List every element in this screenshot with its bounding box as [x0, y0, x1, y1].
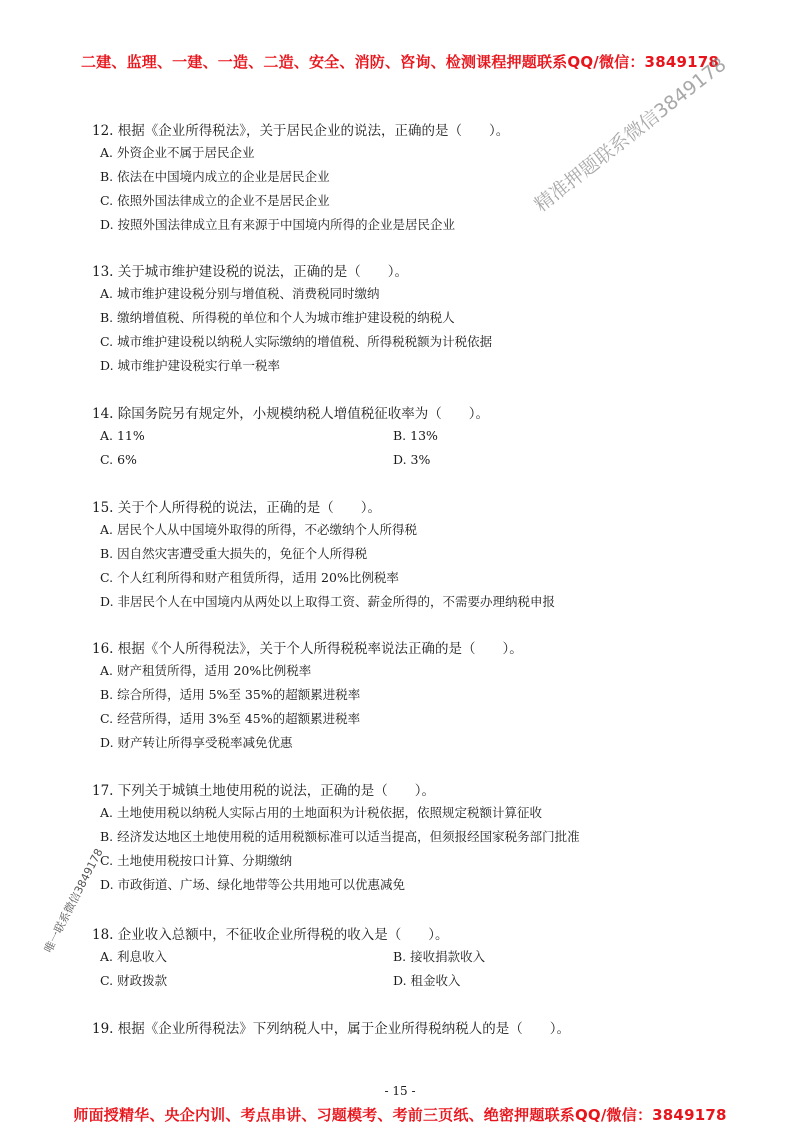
option-c: C. 土地使用税按口计算、分期缴纳	[100, 853, 293, 868]
option-list	[92, 659, 732, 755]
option-a: A. 11%	[100, 428, 145, 443]
option-a: A. 居民个人从中国境外取得的所得，不必缴纳个人所得税	[100, 522, 417, 537]
question-14	[92, 404, 732, 472]
option-list	[92, 801, 732, 897]
question-15	[92, 498, 732, 614]
watermark-left: 唯一联系微信3849178	[41, 846, 106, 955]
option-c: C. 经营所得，适用 3%至 45%的超额累进税率	[100, 711, 361, 726]
option-b: B. 13%	[393, 428, 438, 443]
question-stem: 18. 企业收入总额中，不征收企业所得税的收入是（ ）。	[92, 927, 449, 943]
option-c: C. 6%	[100, 452, 137, 467]
option-c: C. 个人红利所得和财产租赁所得，适用 20%比例税率	[100, 570, 399, 585]
question-stem: 17. 下列关于城镇土地使用税的说法，正确的是（ ）。	[92, 783, 436, 799]
option-list	[92, 282, 732, 378]
option-a: A. 财产租赁所得，适用 20%比例税率	[100, 663, 312, 678]
page-number: - 15 -	[384, 1084, 416, 1098]
option-d: D. 租金收入	[393, 973, 461, 988]
question-17	[92, 781, 732, 897]
question-13	[92, 262, 732, 378]
header-banner: 二建、监理、一建、一造、二造、安全、消防、咨询、检测课程押题联系QQ/微信：3849178	[80, 53, 720, 71]
question-stem: 19. 根据《企业所得税法》下列纳税人中，属于企业所得税纳税人的是（ ）。	[92, 1021, 571, 1037]
option-a: A. 城市维护建设税分别与增值税、消费税同时缴纳	[100, 286, 380, 301]
option-list	[92, 518, 732, 614]
option-c: C. 依照外国法律成立的企业不是居民企业	[100, 193, 330, 208]
option-b: B. 依法在中国境内成立的企业是居民企业	[100, 169, 330, 184]
question-stem: 16. 根据《个人所得税法》，关于个人所得税税率说法正确的是（ ）。	[92, 641, 523, 657]
option-b: B. 缴纳增值税、所得税的单位和个人为城市维护建设税的纳税人	[100, 310, 455, 325]
question-stem: 14. 除国务院另有规定外，小规模纳税人增值税征收率为（ ）。	[92, 406, 490, 422]
option-d: D. 城市维护建设税实行单一税率	[100, 358, 281, 373]
option-c: C. 财政拨款	[100, 973, 168, 988]
option-a: A. 土地使用税以纳税人实际占用的土地面积为计税依据，依照规定税额计算征收	[100, 805, 542, 820]
question-stem: 12. 根据《企业所得税法》，关于居民企业的说法，正确的是（ ）。	[92, 123, 510, 139]
option-c: C. 城市维护建设税以纳税人实际缴纳的增值税、所得税税额为计税依据	[100, 334, 493, 349]
question-19	[92, 1019, 732, 1039]
option-b: B. 接收捐款收入	[393, 949, 486, 964]
watermark-right: 精准押题联系微信3849178	[530, 53, 731, 217]
question-stem: 15. 关于个人所得税的说法，正确的是（ ）。	[92, 500, 382, 516]
option-b: B. 因自然灾害遭受重大损失的，免征个人所得税	[100, 546, 368, 561]
question-stem: 13. 关于城市维护建设税的说法，正确的是（ ）。	[92, 264, 409, 280]
option-a: A. 外资企业不属于居民企业	[100, 145, 255, 160]
option-list	[92, 945, 732, 993]
option-d: D. 财产转让所得享受税率减免优惠	[100, 735, 293, 750]
option-d: D. 按照外国法律成立且有来源于中国境内所得的企业是居民企业	[100, 217, 456, 232]
option-list	[92, 141, 732, 237]
question-18	[92, 925, 732, 993]
option-b: B. 综合所得，适用 5%至 35%的超额累进税率	[100, 687, 361, 702]
option-a: A. 利息收入	[100, 949, 167, 964]
option-d: D. 3%	[393, 452, 431, 467]
question-16	[92, 639, 732, 755]
footer-banner: 师面授精华、央企内训、考点串讲、习题模考、考前三页纸、绝密押题联系QQ/微信：3849178	[73, 1106, 727, 1124]
option-b: B. 经济发达地区土地使用税的适用税额标准可以适当提高，但须报经国家税务部门批准	[100, 829, 580, 844]
option-d: D. 市政街道、广场、绿化地带等公共用地可以优惠减免	[100, 877, 406, 892]
option-list	[92, 424, 732, 472]
option-d: D. 非居民个人在中国境内从两处以上取得工资、薪金所得的，不需要办理纳税申报	[100, 594, 556, 609]
